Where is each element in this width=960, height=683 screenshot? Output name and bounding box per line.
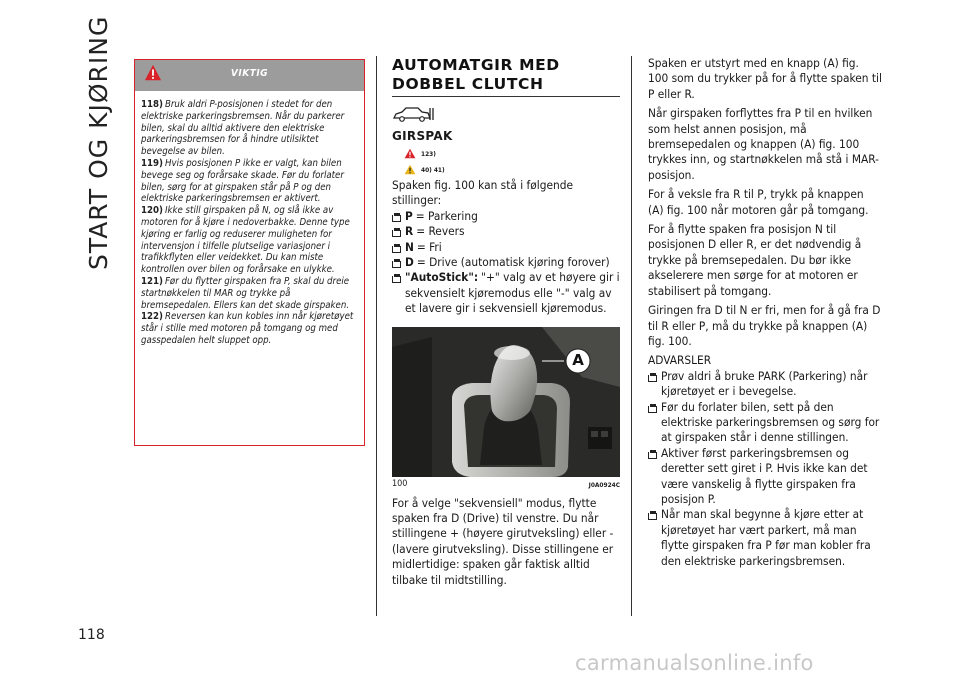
warning-item (141, 99, 359, 158)
warning-text: Ikke still girspaken på N, og slå ikke av motoren for å kjøre i nedoverbakke. Denne type kjøring er farlig og reduserer muligheten for intervensjon i tilfelle plutselige variasjoner i trafikkflyten eller veidekket. Du kan miste kontrollen over bilen og forårsake en ulykke. (141, 205, 350, 276)
gear-item (392, 209, 620, 224)
gear-key: N (405, 239, 414, 254)
column-divider (631, 56, 632, 616)
subheading: GIRSPAK (392, 129, 453, 143)
reference-number: 40) 41) (421, 165, 445, 174)
advarsel-item (648, 400, 882, 446)
gear-text: = Parkering (415, 208, 478, 223)
right-column (648, 56, 882, 569)
advarsel-text: Når man skal begynne å kjøre etter at kjøretøyet har vært parkert, må man flytte girspaken fra P før man kobler fra den elektriske parkeringsbremsen. (661, 507, 871, 568)
caution-reference (404, 164, 620, 175)
warning-body (135, 91, 364, 347)
advarsel-item (648, 507, 882, 569)
gear-item (392, 270, 620, 316)
car-icon (392, 105, 620, 123)
warning-box (134, 59, 365, 446)
gear-item (392, 240, 620, 255)
warning-number: 120) (141, 205, 163, 217)
warning-item (141, 311, 359, 346)
bullet-icon (392, 213, 400, 222)
bullet-icon (392, 244, 400, 253)
advarsel-text: Før du forlater bilen, sett på den elektriske parkeringsbremsen og sørg for at girspaken står i denne stillingen. (661, 399, 880, 445)
bullet-icon (392, 274, 400, 283)
section-heading: AUTOMATGIR MED DOBBEL CLUTCH (392, 56, 620, 97)
section-title: START OG KJØRING (84, 15, 113, 270)
warning-text: Bruk aldri P-posisjonen i stedet for den elektriske parkeringsbremsen. Når du parkerer bilen, skal du alltid aktivere den elektriske parkeringsbremsen for å hindre utilsiktet bevegelse av bilen. (141, 99, 345, 158)
warning-title: VIKTIG (230, 68, 269, 79)
car-silhouette-icon (392, 105, 436, 123)
paragraph: For å veksle fra R til P, trykk på knappen (A) fig. 100 når motoren går på tomgang. (648, 187, 869, 217)
gear-text: "+" valg av et høyere gir i sekvensielt kjøremodus elle "-" valg av et lavere gir i sekvensiell kjøremodus. (405, 270, 620, 316)
bullet-icon (648, 404, 656, 413)
gear-key: "AutoStick": (405, 270, 479, 285)
warning-text: Reversen kan kun kobles inn når kjøretøyet står i stille med motoren på tomgang og med gasspedalen helt sluppet opp. (141, 311, 354, 346)
figure-label: A (572, 350, 584, 369)
advarsel-item (648, 446, 882, 508)
bullet-icon (648, 450, 656, 459)
paragraph: Spaken er utstyrt med en knapp (A) fig. 100 som du trykker på for å flytte spaken til P eller R. (648, 56, 882, 101)
advarsel-text: Prøv aldri å bruke PARK (Parkering) når kjøretøyet er i bevegelse. (661, 368, 868, 399)
bullet-icon (648, 511, 656, 520)
gear-shifter-illustration (392, 327, 620, 477)
advarsler-heading: ADVARSLER (648, 353, 712, 368)
warning-item (141, 205, 359, 276)
warning-number: 121) (141, 275, 163, 287)
sequential-mode-text: For å velge "sekvensiell" modus, flytte spaken fra D (Drive) til venstre. Du når stillingene + (høyere girutveksling) eller - (lavere girutveksling). Disse stillingene er midlertidige: spaken går faktisk alltid tilbake til midtstilling. (392, 495, 614, 587)
gear-key: P (405, 208, 413, 223)
warning-number: 118) (141, 99, 163, 110)
gear-text: = Fri (416, 239, 442, 254)
figure-code: J0A0924C (588, 480, 620, 489)
gear-text: = Drive (automatisk kjøring forover) (416, 255, 610, 270)
warning-number: 119) (141, 157, 163, 169)
bullet-icon (392, 259, 400, 268)
warning-item (141, 276, 359, 311)
gear-item (392, 224, 620, 239)
gear-key: D (405, 255, 414, 270)
warning-text: Før du flytter girspaken fra P, skal du dreie startnøkkelen til MAR og trykke på bremsepedalen. Ellers kan det skade girspaken. (141, 275, 350, 311)
warning-header (135, 60, 364, 91)
middle-column (392, 56, 620, 588)
bullet-icon (648, 373, 656, 382)
intro-text: Spaken fig. 100 kan stå i følgende stillinger: (392, 178, 573, 208)
warning-text: Hvis posisjonen P ikke er valgt, kan bilen bevege seg og forårsake skade. Før du forlater bilen, sørg for at girspaken står på P og den elektriske parkeringsbremsen er aktivert. (141, 157, 344, 205)
warning-item (141, 158, 359, 205)
advarsel-item (648, 369, 882, 400)
warning-icon (404, 148, 416, 159)
warning-number: 122) (141, 311, 163, 323)
figure-caption (392, 479, 620, 489)
gear-key: R (405, 224, 414, 239)
warning-reference (404, 148, 620, 159)
gear-text: = Revers (416, 224, 465, 239)
paragraph: For å flytte spaken fra posisjon N til posisjonen D eller R, er det nødvendig å trykke på bremsepedalen. Du bør ikke akselerere men sørge for at motoren er stabilisert på tomgang. (648, 222, 862, 298)
gear-item (392, 255, 620, 270)
gear-list-section (392, 178, 620, 317)
page-number: 118 (78, 627, 105, 643)
watermark: carmanualsonline.info (575, 651, 814, 675)
gear-shifter-photo (392, 327, 620, 477)
bullet-icon (392, 228, 400, 237)
column-divider (376, 56, 377, 616)
figure-number: 100 (392, 478, 408, 489)
caution-icon (404, 164, 416, 175)
advarsel-text: Aktiver først parkeringsbremsen og deretter sett giret i P. Hvis ikke kan det være vanskelig å flytte girspaken fra posisjon P. (661, 445, 868, 506)
paragraph: Giringen fra D til N er fri, men for å gå fra D til R eller P, må du trykke på knappen (A) fig. 100. (648, 303, 881, 348)
paragraph: Når girspaken forflyttes fra P til en hvilken som helst annen posisjon, må bremsepedalen og knappen (A) fig. 100 trykkes inn, og startnøkkelen må stå i MAR-posisjon. (648, 106, 879, 182)
reference-number: 123) (421, 149, 436, 158)
